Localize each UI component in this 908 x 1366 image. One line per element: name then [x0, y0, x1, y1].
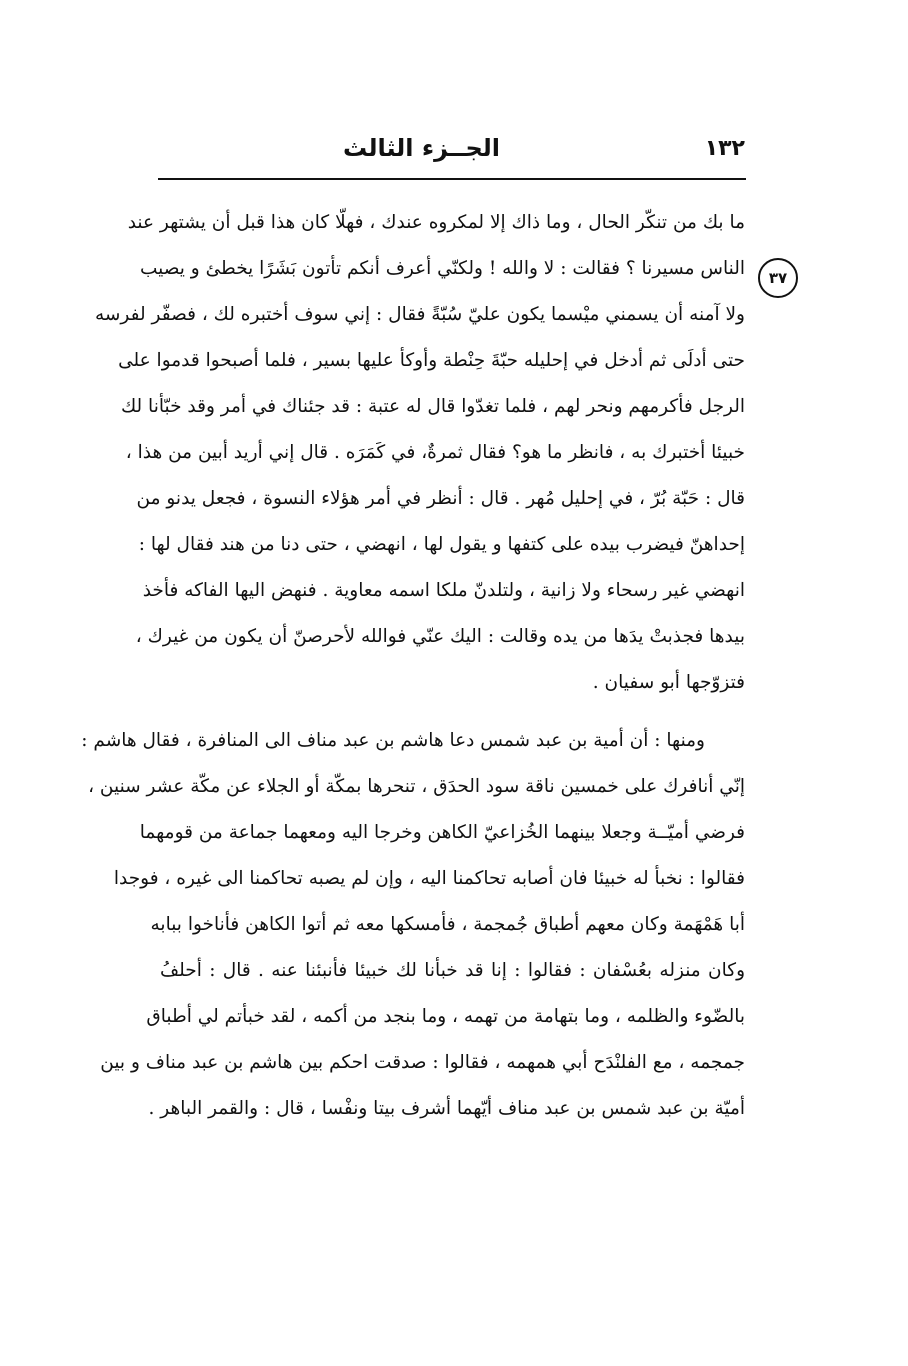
text-line: إنّي أنافرك على خمسين ناقة سود الحدَق ، تنحرها بمكّة أو الجلاء عن مكّة عشر سنين ، [88, 776, 745, 797]
text-line: إحداهنّ فيضرب بيده على كتفها و يقول لها ، انهضي ، حتى دنا من هند فقال لها : [138, 534, 745, 555]
body-text [81, 200, 745, 1132]
text-line: ما بك من تنكّر الحال ، وما ذاك إلا لمكروه عندك ، فهلّا كان هذا قبل أن يشتهر عند [127, 212, 745, 233]
margin-marker: ٣٧ [758, 258, 798, 298]
text-line: جمجمه ، مع الفلنْدَح أبي همهمه ، فقالوا : صدقت احكم بين هاشم بن عبد مناف و بين [100, 1052, 745, 1073]
text-line: قال : حَبّة بُرّ ، في إحليل مُهر . قال : أنظر في أمر هؤلاء النسوة ، فجعل يدنو من [136, 488, 745, 509]
text-line: وكان منزله بعُسْفان : فقالوا : إنا قد خبأنا لك خبيئا فأنبئنا عنه . قال : أحلفُ [160, 960, 745, 981]
text-line: فقالوا : نخبأ له خبيئا فان أصابه تحاكمنا اليه ، وإن لم يصبه تحاكمنا الى غيره ، فوجدا [113, 868, 745, 889]
text-line: انهضي غير رسحاء ولا زانية ، ولتلدنّ ملكا اسمه معاوية . فنهض اليها الفاكه فأخذ [142, 580, 745, 601]
text-line: فتزوّجها أبو سفيان . [592, 672, 745, 693]
text-line: الناس مسيرنا ؟ فقالت : لا والله ! ولكنّي أعرف أنكم تأتون بَشَرًا يخطئ و يصيب [139, 258, 745, 279]
text-line: بيدها فجذبتْ يدَها من يده وقالت : اليك عنّي فوالله لأحرصنّ أن يكون من غيرك ، [135, 626, 745, 647]
text-line: بالضّوء والظلمه ، وما بتهامة من تهمه ، وما بنجد من أكمه ، لقد خبأتم لي أطباق [146, 1006, 745, 1027]
text-line: الرجل فأكرمهم ونحر لهم ، فلما تغدّوا قال له عتبة : قد جئناك في أمر وقد خبّأنا لك [120, 396, 745, 417]
paragraph-gap [160, 706, 745, 718]
text-line: أبا هَمْهَمة وكان معهم أطباق جُمجمة ، فأمسكها معه ثم أتوا الكاهن فأناخوا ببابه [150, 914, 745, 935]
header-rule [158, 178, 746, 180]
page-number: ١٣٢ [704, 136, 745, 161]
page-header [160, 128, 745, 170]
paragraph-1 [95, 200, 745, 706]
text-line: خبيئا أختبرك به ، فانظر ما هو؟ فقال ثمرةٌ، في كَمَرَه . قال إني أريد أبين من هذا ، [125, 442, 745, 463]
text-line: حتى أدلَى ثم أدخل في إحليله حبّةَ حِنْطة وأوكأ عليها بسير ، فلما أصبحوا قدموا على [118, 350, 745, 371]
text-line: فرضي أميّــة وجعلا بينهما الخُزاعيّ الكاهن وخرجا اليه ومعهما جماعة من قومهما [139, 822, 745, 843]
text-line: أميّة بن عبد شمس بن عبد مناف أيّهما أشرف بيتا ونفْسا ، قال : والقمر الباهر . [148, 1098, 745, 1119]
text-line: ولا آمنه أن يسمني ميْسما يكون عليّ سُبّةً فقال : إني سوف أختبره لك ، فصفّر لفرسه [95, 304, 745, 325]
text-line: ومنها : أن أمية بن عبد شمس دعا هاشم بن عبد مناف الى المنافرة ، فقال هاشم : [81, 730, 705, 751]
paragraph-2 [81, 718, 745, 1132]
running-head: الجــزء الثالث [343, 134, 500, 162]
